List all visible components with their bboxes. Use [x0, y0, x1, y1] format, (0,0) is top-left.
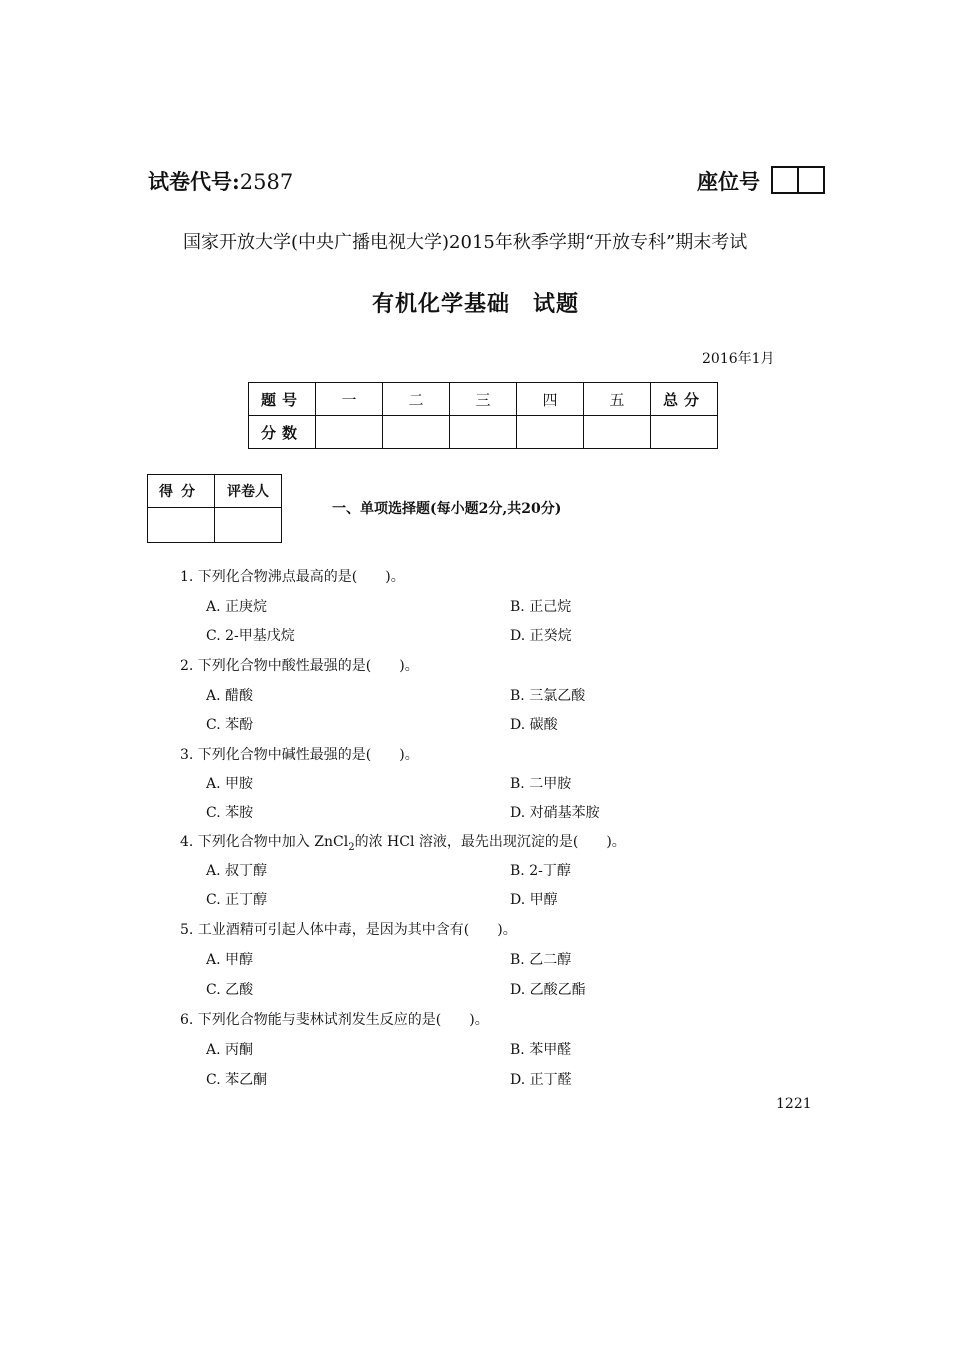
option-b: B. 三氯乙酸: [510, 688, 586, 704]
grader-label: 评卷人: [215, 475, 282, 508]
option-d: D. 碳酸: [510, 717, 558, 733]
grader-score-cell: [148, 508, 215, 543]
question-stem: 3. 下列化合物中碱性最强的是( )。: [180, 747, 419, 763]
question-stem: 2. 下列化合物中酸性最强的是( )。: [180, 658, 419, 674]
seat-box: [771, 166, 799, 194]
score-table-score-row: [249, 416, 718, 449]
grader-score-label: 得分: [148, 475, 215, 508]
option-a: A. 甲醇: [206, 952, 254, 968]
subject-title: 有机化学基础 试题: [372, 291, 580, 317]
paper-code: [148, 166, 293, 196]
exam-date: 2016年1月: [702, 351, 775, 367]
option-a: A. 正庚烷: [206, 599, 268, 615]
option-b: B. 二甲胺: [510, 776, 572, 792]
seat-box: [797, 166, 825, 194]
score-col-3: 三: [450, 383, 517, 416]
paper-code-label: 试卷代号:: [148, 169, 240, 194]
question-stem: [180, 831, 626, 853]
option-b: B. 苯甲醛: [510, 1042, 572, 1058]
paper-code-number: 2587: [239, 170, 294, 194]
question-stem: 5. 工业酒精可引起人体中毒，是因为其中含有( )。: [180, 922, 517, 938]
score-col-4: 四: [517, 383, 584, 416]
score-cell: [584, 416, 651, 449]
question-stem: 6. 下列化合物能与斐林试剂发生反应的是( )。: [180, 1012, 489, 1028]
question-stem-part: 的浓 HCl 溶液，最先出现沉淀的是( )。: [354, 834, 626, 850]
option-c: C. 苯酚: [206, 717, 254, 733]
grader-name-cell: [215, 508, 282, 543]
option-b: B. 正己烷: [510, 599, 572, 615]
score-col-2: 二: [383, 383, 450, 416]
option-d: D. 乙酸乙酯: [510, 982, 586, 998]
score-col-total: 总分: [651, 383, 718, 416]
score-table-row-label: 分数: [249, 416, 316, 449]
section-title: 一、单项选择题(每小题2分,共20分): [332, 501, 562, 517]
option-d: D. 正丁醛: [510, 1072, 572, 1088]
option-c: C. 乙酸: [206, 982, 254, 998]
option-a: A. 甲胺: [206, 776, 254, 792]
option-c: C. 苯胺: [206, 805, 254, 821]
score-table-row-label: 题号: [249, 383, 316, 416]
score-col-1: 一: [316, 383, 383, 416]
grader-table: [147, 474, 282, 543]
question-stem-part: 4. 下列化合物中加入 ZnCl: [180, 834, 349, 850]
exam-title: 国家开放大学(中央广播电视大学)2015年秋季学期“开放专科”期末考试: [183, 232, 748, 253]
score-col-5: 五: [584, 383, 651, 416]
option-b: B. 乙二醇: [510, 952, 572, 968]
score-cell: [383, 416, 450, 449]
option-d: D. 甲醇: [510, 892, 558, 908]
option-c: C. 正丁醇: [206, 892, 268, 908]
seat-number-label: 座位号: [697, 169, 760, 194]
score-table: [248, 382, 718, 449]
score-table-header-row: [249, 383, 718, 416]
option-c: C. 2-甲基戊烷: [206, 628, 295, 644]
page-number: 1221: [776, 1096, 812, 1112]
score-cell: [316, 416, 383, 449]
option-b: B. 2-丁醇: [510, 863, 571, 879]
score-cell: [651, 416, 718, 449]
option-d: D. 对硝基苯胺: [510, 805, 600, 821]
option-a: A. 叔丁醇: [206, 863, 268, 879]
option-c: C. 苯乙酮: [206, 1072, 268, 1088]
seat-number-boxes: [773, 166, 825, 194]
subscript: 2: [348, 841, 355, 853]
option-d: D. 正癸烷: [510, 628, 572, 644]
option-a: A. 醋酸: [206, 688, 254, 704]
score-cell: [517, 416, 584, 449]
question-stem: 1. 下列化合物沸点最高的是( )。: [180, 569, 405, 585]
score-cell: [450, 416, 517, 449]
option-a: A. 丙酮: [206, 1042, 254, 1058]
